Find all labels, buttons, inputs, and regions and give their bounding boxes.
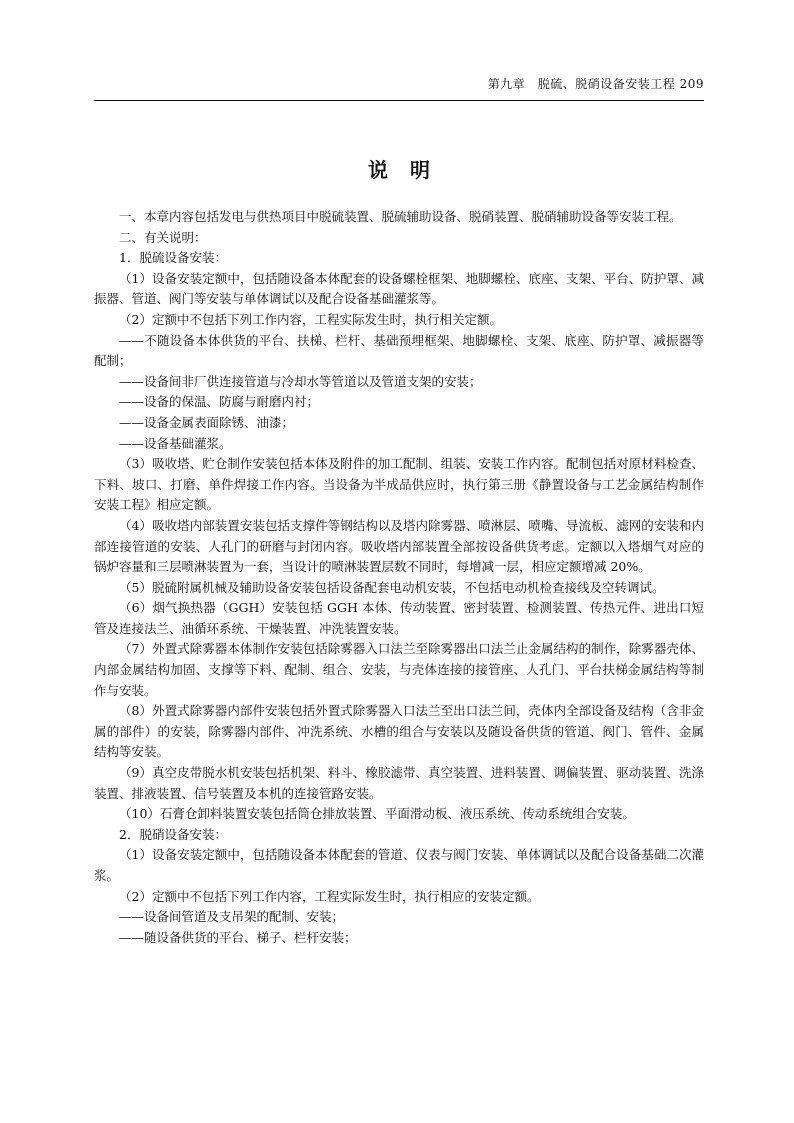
paragraph: ——设备金属表面除锈、油漆； [119,414,295,430]
paragraph: ——不随设备本体供货的平台、扶梯、栏杆、基础预埋框架、地脚螺栓、支架、底座、防护罩、减振器等配制； [94,332,704,369]
running-header: 第九章 脱硫、脱硝设备安装工程 209 [487,77,704,91]
paragraph: ——设备间非厂供连接管道与冷却水等管道以及管道支架的安装； [119,373,482,389]
paragraph: （2）定额中不包括下列工作内容，工程实际发生时，执行相应的安装定额。 [119,888,540,904]
paragraph: ——设备的保温、防腐与耐磨内衬； [119,394,320,410]
paragraph: （9）真空皮带脱水机安装包括机架、料斗、橡胶滤带、真空装置、进料装置、调偏装置、驱动装置、洗涤装置、排液装置、信号装置及本机的连接管路安装。 [94,765,704,801]
paragraph: 1．脱硫设备安装： [119,250,227,266]
paragraph: （6）烟气换热器（GGH）安装包括 GGH 本体、传动装置、密封装置、检测装置、传热元件、进出口短管及连接法兰、油循环系统、干燥装置、冲洗装置安装。 [94,600,704,636]
paragraph: 2．脱硝设备安装： [119,826,227,842]
paragraph: （2）定额中不包括下列工作内容，工程实际发生时，执行相关定额。 [119,311,502,327]
paragraph: （3）吸收塔、贮仓制作安装包括本体及附件的加工配制、组装、安装工作内容。配制包括对原材料检查、下料、坡口、打磨、单件焊接工作内容。当设备为半成品供应时，执行第三册《静置设备与工艺金属结构制作安装工程》相应定额。 [94,456,704,513]
paragraph: （1）设备安装定额中，包括随设备本体配套的设备螺栓框架、地脚螺栓、底座、支架、平台、防护罩、减振器、管道、阀门等安装与单体调试以及配合设备基础灌浆等。 [94,270,704,307]
paragraph: （7）外置式除雾器本体制作安装包括除雾器入口法兰至除雾器出口法兰止金属结构的制作，除雾器壳体、内部金属结构加固、支撑等下料、配制、组合、安装，与壳体连接的接管座、人孔门、平台扶梯金属结构等制作与安装。 [94,641,704,698]
paragraph: （5）脱硫附属机械及辅助设备安装包括设备配套电动机安装，不包括电动机检查接线及空转调试。 [119,579,665,595]
paragraph: （8）外置式除雾器内部件安装包括外置式除雾器入口法兰至出口法兰间，壳体内全部设备及结构（含非金属的部件）的安装，除雾器内部件、冲洗系统、水槽的组合与安装以及随设备供货的管道、阀门、管件、金属结构等安装。 [94,703,704,760]
header-rule [94,100,704,101]
page-title: 说明 [368,158,452,182]
paragraph: ——随设备供货的平台、梯子、栏杆安装； [119,929,357,945]
paragraph: （10）石膏仓卸料装置安装包括筒仓排放装置、平面滑动板、液压系统、传动系统组合安装。 [119,806,635,822]
paragraph: （4）吸收塔内部装置安装包括支撑件等钢结构以及塔内除雾器、喷淋层、喷嘴、导流板、滤网的安装和内部连接管道的安装、人孔门的研磨与封闭内容。吸收塔内部装置全部按设备供货考虑。定额以入塔烟气对应的锅炉容量和三层喷淋装置为一套，当设计的喷淋装置层数不同时，每增减一层，相应定额增减 20%。 [94,517,704,575]
paragraph: （1）设备安装定额中，包括随设备本体配套的管道、仪表与阀门安装、单体调试以及配合设备基础二次灌浆。 [94,847,704,883]
body-text [94,207,704,948]
paragraph: ——设备基础灌浆。 [119,435,232,451]
paragraph: ——设备间管道及支吊架的配制、安装； [119,909,345,925]
paragraph: 二、有关说明： [119,229,207,245]
paragraph: 一、本章内容包括发电与供热项目中脱硫装置、脱硫辅助设备、脱硝装置、脱硝辅助设备等安装工程。 [119,209,682,224]
